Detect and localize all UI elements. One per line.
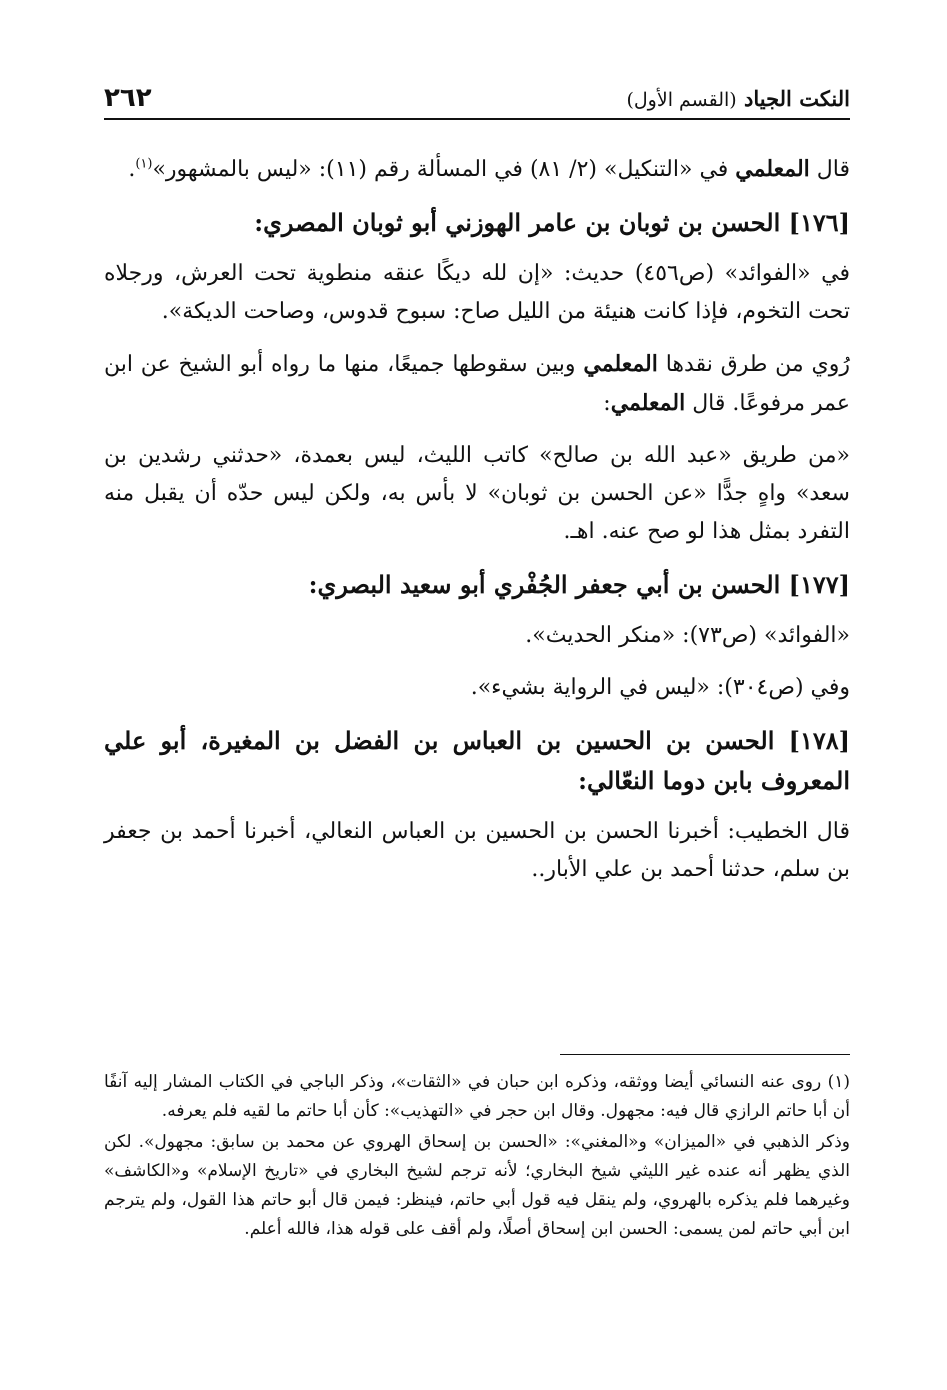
footnote-reference[interactable]: (١) <box>135 156 153 172</box>
intro-end: . <box>128 157 136 182</box>
paragraph-176-note <box>104 345 850 423</box>
name-almuallimi: المعلمي <box>583 351 658 377</box>
name-almuallimi: المعلمي <box>735 156 810 182</box>
paragraph-176-quote: «من طريق «عبد الله بن صالح» كاتب الليث، ليس بعمدة، «حدثني رشدين بن سعد» واهٍ جدًّا «عن الحسن بن ثوبان» لا بأس به، ولكن ليس حدّه أن يقبل منه التفرد بمثل هذا لو صح عنه. اهـ. <box>104 443 850 544</box>
book-title: النكت الجياد <box>744 85 850 111</box>
footnote-divider <box>560 1054 850 1055</box>
entry-heading-176: [١٧٦] الحسن بن ثوبان بن عامر الهوزني أبو ثوبان المصري: <box>254 208 850 237</box>
page-number: ٢٦٢ <box>104 83 152 113</box>
intro-post: في «التنكيل» (٢/ ٨١) في المسألة رقم (١١): «ليس بالمشهور» <box>152 157 736 182</box>
book-part: (القسم الأول) <box>626 88 737 111</box>
footnote-1-part-2: وذكر الذهبي في «الميزان» و«المغني»: «الحسن بن إسحاق الهروي عن محمد بن سابق: مجهول». لكن الذي يظهر أنه عنده غير الليثي شيخ البخاري؛ لأنه ترجم لشيخ البخاري في «تاريخ الإسلام» و«الكاشف» وغيرهما فلم يذكره بالهروي، ولم ينقل فيه قول أبي حاتم، فينظر: فيمن قال أبو حاتم هذا القول، ولم يترجم ابن أبي حاتم لمن يسمى: الحسن ابن إسحاق أصلًا، ولم أقف على قوله هذا، فالله أعلم. <box>104 1132 850 1239</box>
paragraph-intro <box>104 150 850 189</box>
paragraph-177-a: «الفوائد» (ص٧٣): «منكر الحديث». <box>525 623 850 648</box>
page-header <box>104 78 850 120</box>
note-pre: رُوي من طرق نقدها <box>657 352 850 377</box>
footnotes <box>104 1068 850 1244</box>
note-end: : <box>603 391 611 416</box>
paragraph-178-a: قال الخطيب: أخبرنا الحسن بن الحسين بن العباس النعالي، أخبرنا أحمد بن جعفر بن سلم، حدثنا أحمد بن علي الأبار.. <box>104 819 850 882</box>
note-mid: وبين سقوطها جميعًا، منها ما رواه أبو الشيخ عن ابن عمر مرفوعًا. قال <box>104 352 850 416</box>
intro-pre: قال <box>809 157 850 182</box>
name-almuallimi: المعلمي <box>610 390 686 416</box>
footnote-1-part-1: (١) روى عنه النسائي أيضا ووثقه، وذكره ابن حبان في «الثقات»، وذكر الباجي في الكتاب المشار إليه آنفًا أن أبا حاتم الرازي قال فيه: مجهول. وقال ابن حجر في «التهذيب»: كأن أبا حاتم ما لقيه فلم يعرفه. <box>104 1072 850 1121</box>
entry-heading-177: [١٧٧] الحسن بن أبي جعفر الجُفْري أبو سعيد البصري: <box>308 570 850 599</box>
entry-heading-178: [١٧٨] الحسن بن الحسين بن العباس بن الفضل بن المغيرة، أبو علي المعروف بابن دوما النعّالي: <box>104 726 850 795</box>
running-title <box>626 86 850 111</box>
paragraph-177-b: وفي (ص٣٠٤): «ليس في الرواية بشيء». <box>470 675 850 700</box>
main-text <box>104 150 850 903</box>
paragraph-176-hadith: في «الفوائد» (ص٤٥٦) حديث: «إن لله ديكًا عنقه منطوية تحت العرش، ورجلاه تحت التخوم، فإذا كانت هنيئة من الليل صاح: سبوح قدوس، وصاحت الديكة». <box>104 261 850 324</box>
